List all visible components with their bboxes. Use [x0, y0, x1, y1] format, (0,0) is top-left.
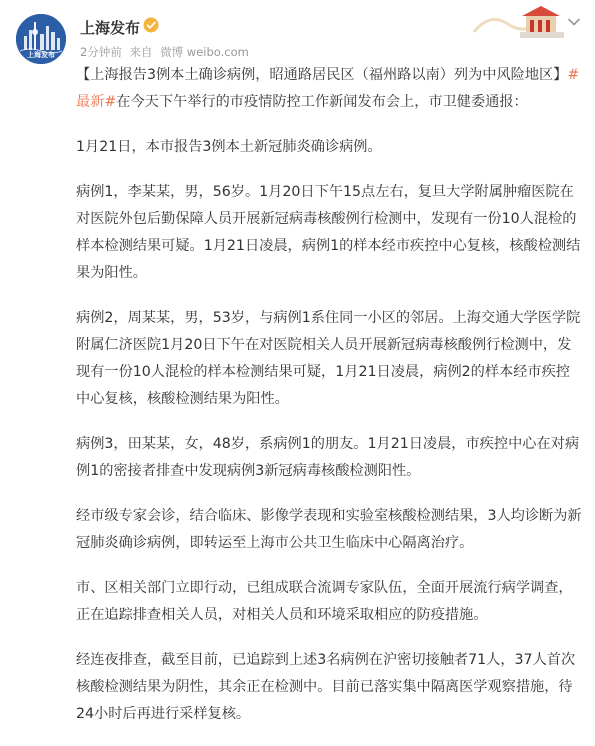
- paragraph-case-2: 病例2，周某某，男，53岁，与病例1系住同一小区的邻居。上海交通大学医学院附属仁济医院1月20日下午在对医院相关人员开展新冠病毒核酸例行检测中，发现有一份10人混检的样本检测结果可疑，1月21日凌晨，病例2的样本经市疾控中心复核，核酸检测结果为阳性。: [76, 310, 581, 407]
- avatar[interactable]: [16, 14, 66, 64]
- avatar-logo-text: 上海发布: [27, 51, 55, 59]
- paragraph-contacts: 经连夜排查，截至目前，已追踪到上述3名病例在沪密切接触者71人，37人首次核酸检测结果为阴性，其余正在检测中。目前已落实集中隔离医学观察措施，待24小时后再进行采样复核。: [76, 652, 576, 722]
- post-source[interactable]: 微博 weibo.com: [160, 45, 249, 59]
- post-content: [76, 62, 584, 746]
- paragraph-case-1: 病例1，李某某，男，56岁。1月20日下午15点左右，复旦大学附属肿瘤医院在对医院外包后勤保障人员开展新冠病毒核酸例行检测中，发现有一份10人混检的样本检测结果可疑。1月21日凌晨，病例1的样本经市疾控中心复核，核酸检测结果为阳性。: [76, 184, 581, 281]
- paragraph-response: 市、区相关部门立即行动，已组成联合流调专家队伍，全面开展流行病学调查，正在追踪排查相关人员，对相关人员和环境采取相应的防疫措施。: [76, 580, 573, 623]
- post-headline: [76, 62, 584, 116]
- post-meta: [80, 44, 253, 60]
- more-options-button[interactable]: [567, 14, 581, 28]
- post-time[interactable]: 2分钟前: [80, 45, 122, 59]
- paragraph-summary: 1月21日，本市报告3例本土新冠肺炎确诊病例。: [76, 139, 382, 155]
- headline-body: 在今天下午举行的市疫情防控工作新闻发布会上，市卫健委通报：: [116, 94, 528, 110]
- source-prefix: 来自: [129, 45, 153, 59]
- paragraph-diagnosis: 经市级专家会诊，结合临床、影像学表现和实验室核酸检测结果，3人均诊断为新冠肺炎确诊病例，即转运至上海市公共卫生临床中心隔离治疗。: [76, 508, 582, 551]
- headline-title: 【上海报告3例本土确诊病例，昭通路居民区（福州路以南）列为中风险地区】: [76, 67, 568, 83]
- hashtag-link[interactable]: #最新#: [76, 67, 580, 110]
- author-name[interactable]: 上海发布: [80, 19, 141, 37]
- decorative-banner-icon: [470, 2, 570, 48]
- chevron-down-icon: [567, 15, 581, 29]
- paragraph-case-3: 病例3，田某某，女，48岁，系病例1的朋友。1月21日凌晨，市疾控中心在对病例1的密接者排查中发现病例3新冠病毒核酸检测阳性。: [76, 436, 580, 479]
- verified-badge-icon: [143, 17, 159, 37]
